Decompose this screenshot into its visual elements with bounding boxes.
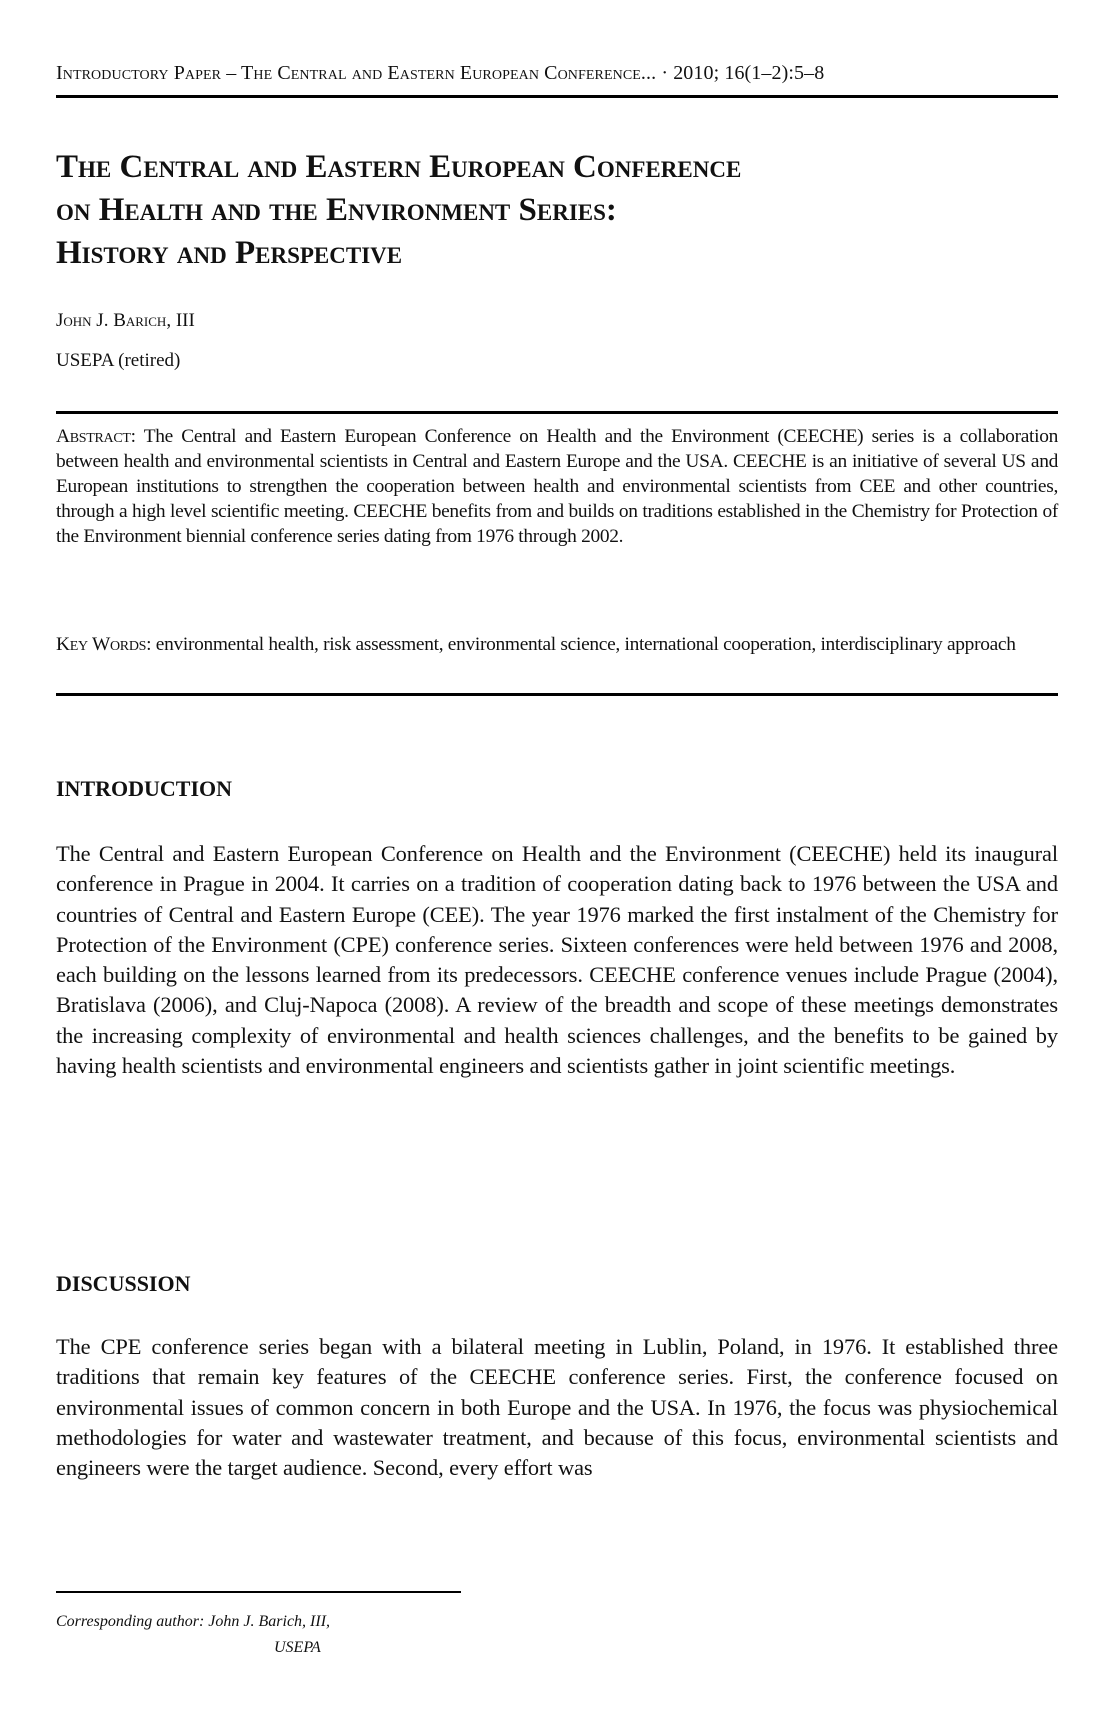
corresponding-author-footnote	[56, 1609, 330, 1661]
section-heading-introduction: INTRODUCTION	[56, 776, 233, 801]
abstract-label: Abstract:	[56, 426, 136, 447]
author-affiliation: USEPA (retired)	[56, 350, 181, 371]
section-body-introduction: The Central and Eastern European Conference on Health and the Environment (CEECHE) held its inaugural conference in Prague in 2004. It carries on a tradition of cooperation dating back to 1976 between the USA and countries of Central and Eastern Europe (CEE). The year 1976 marked the first instalment of the Chemistry for Protection of the Environment (CPE) conference series. Sixteen conferences were held between 1976 and 2008, each building on the lessons learned from its predecessors. CEECHE conference venues include Prague (2004), Bratislava (2006), and Cluj-Napoca (2008). A review of the breadth and scope of these meetings demonstrates the increasing complexity of environmental and health sciences challenges, and the benefits to be gained by having health scientists and environmental engineers and scientists gather in joint scientific meetings.	[56, 841, 1058, 1079]
section-heading-discussion: DISCUSSION	[56, 1271, 191, 1296]
header-rule	[56, 95, 1058, 98]
keywords-label: Key Words:	[56, 634, 152, 655]
abstract-text: The Central and Eastern European Conference on Health and the Environment (CEECHE) series is a collaboration between health and environmental scientists in Central and Eastern Europe and the USA. CEECHE is an initiative of several US and European institutions to strengthen the cooperation between health and environmental scientists from CEE and other countries, through a high level scientific meeting. CEECHE benefits from and builds on traditions established in the Chemistry for Protection of the Environment biennial conference series dating from 1976 through 2002.	[56, 426, 1058, 547]
abstract-bottom-rule	[56, 693, 1058, 696]
running-head-citation: · 2010; 16(1–2):5–8	[661, 62, 825, 84]
footnote-line: Corresponding author: John J. Barich, III,	[56, 1613, 331, 1630]
footnote-line: USEPA	[274, 1639, 321, 1656]
abstract-top-rule	[56, 411, 1058, 414]
abstract	[56, 424, 1058, 549]
keywords	[56, 632, 1058, 657]
title-line: History and Perspective	[56, 235, 403, 271]
keywords-text: environmental health, risk assessment, environmental science, international cooperation, interdisciplinary approach	[155, 634, 1016, 655]
author-name: John J. Barich, III	[56, 310, 195, 331]
footnote-rule	[56, 1591, 461, 1593]
running-head-label: Introductory Paper – The Central and Eastern European Conference...	[56, 62, 657, 84]
section-body-discussion: The CPE conference series began with a bilateral meeting in Lublin, Poland, in 1976. It established three traditions that remain key features of the CEECHE conference series. First, the conference focused on environmental issues of common concern in both Europe and the USA. In 1976, the focus was physiochemical methodologies for water and wastewater treatment, and because of this focus, environmental scientists and engineers were the target audience. Second, every effort was	[56, 1334, 1058, 1481]
title-line: The Central and Eastern European Conference	[56, 149, 742, 185]
paper-title	[56, 146, 1058, 275]
running-head	[56, 62, 1058, 85]
title-line: on Health and the Environment Series:	[56, 192, 617, 228]
